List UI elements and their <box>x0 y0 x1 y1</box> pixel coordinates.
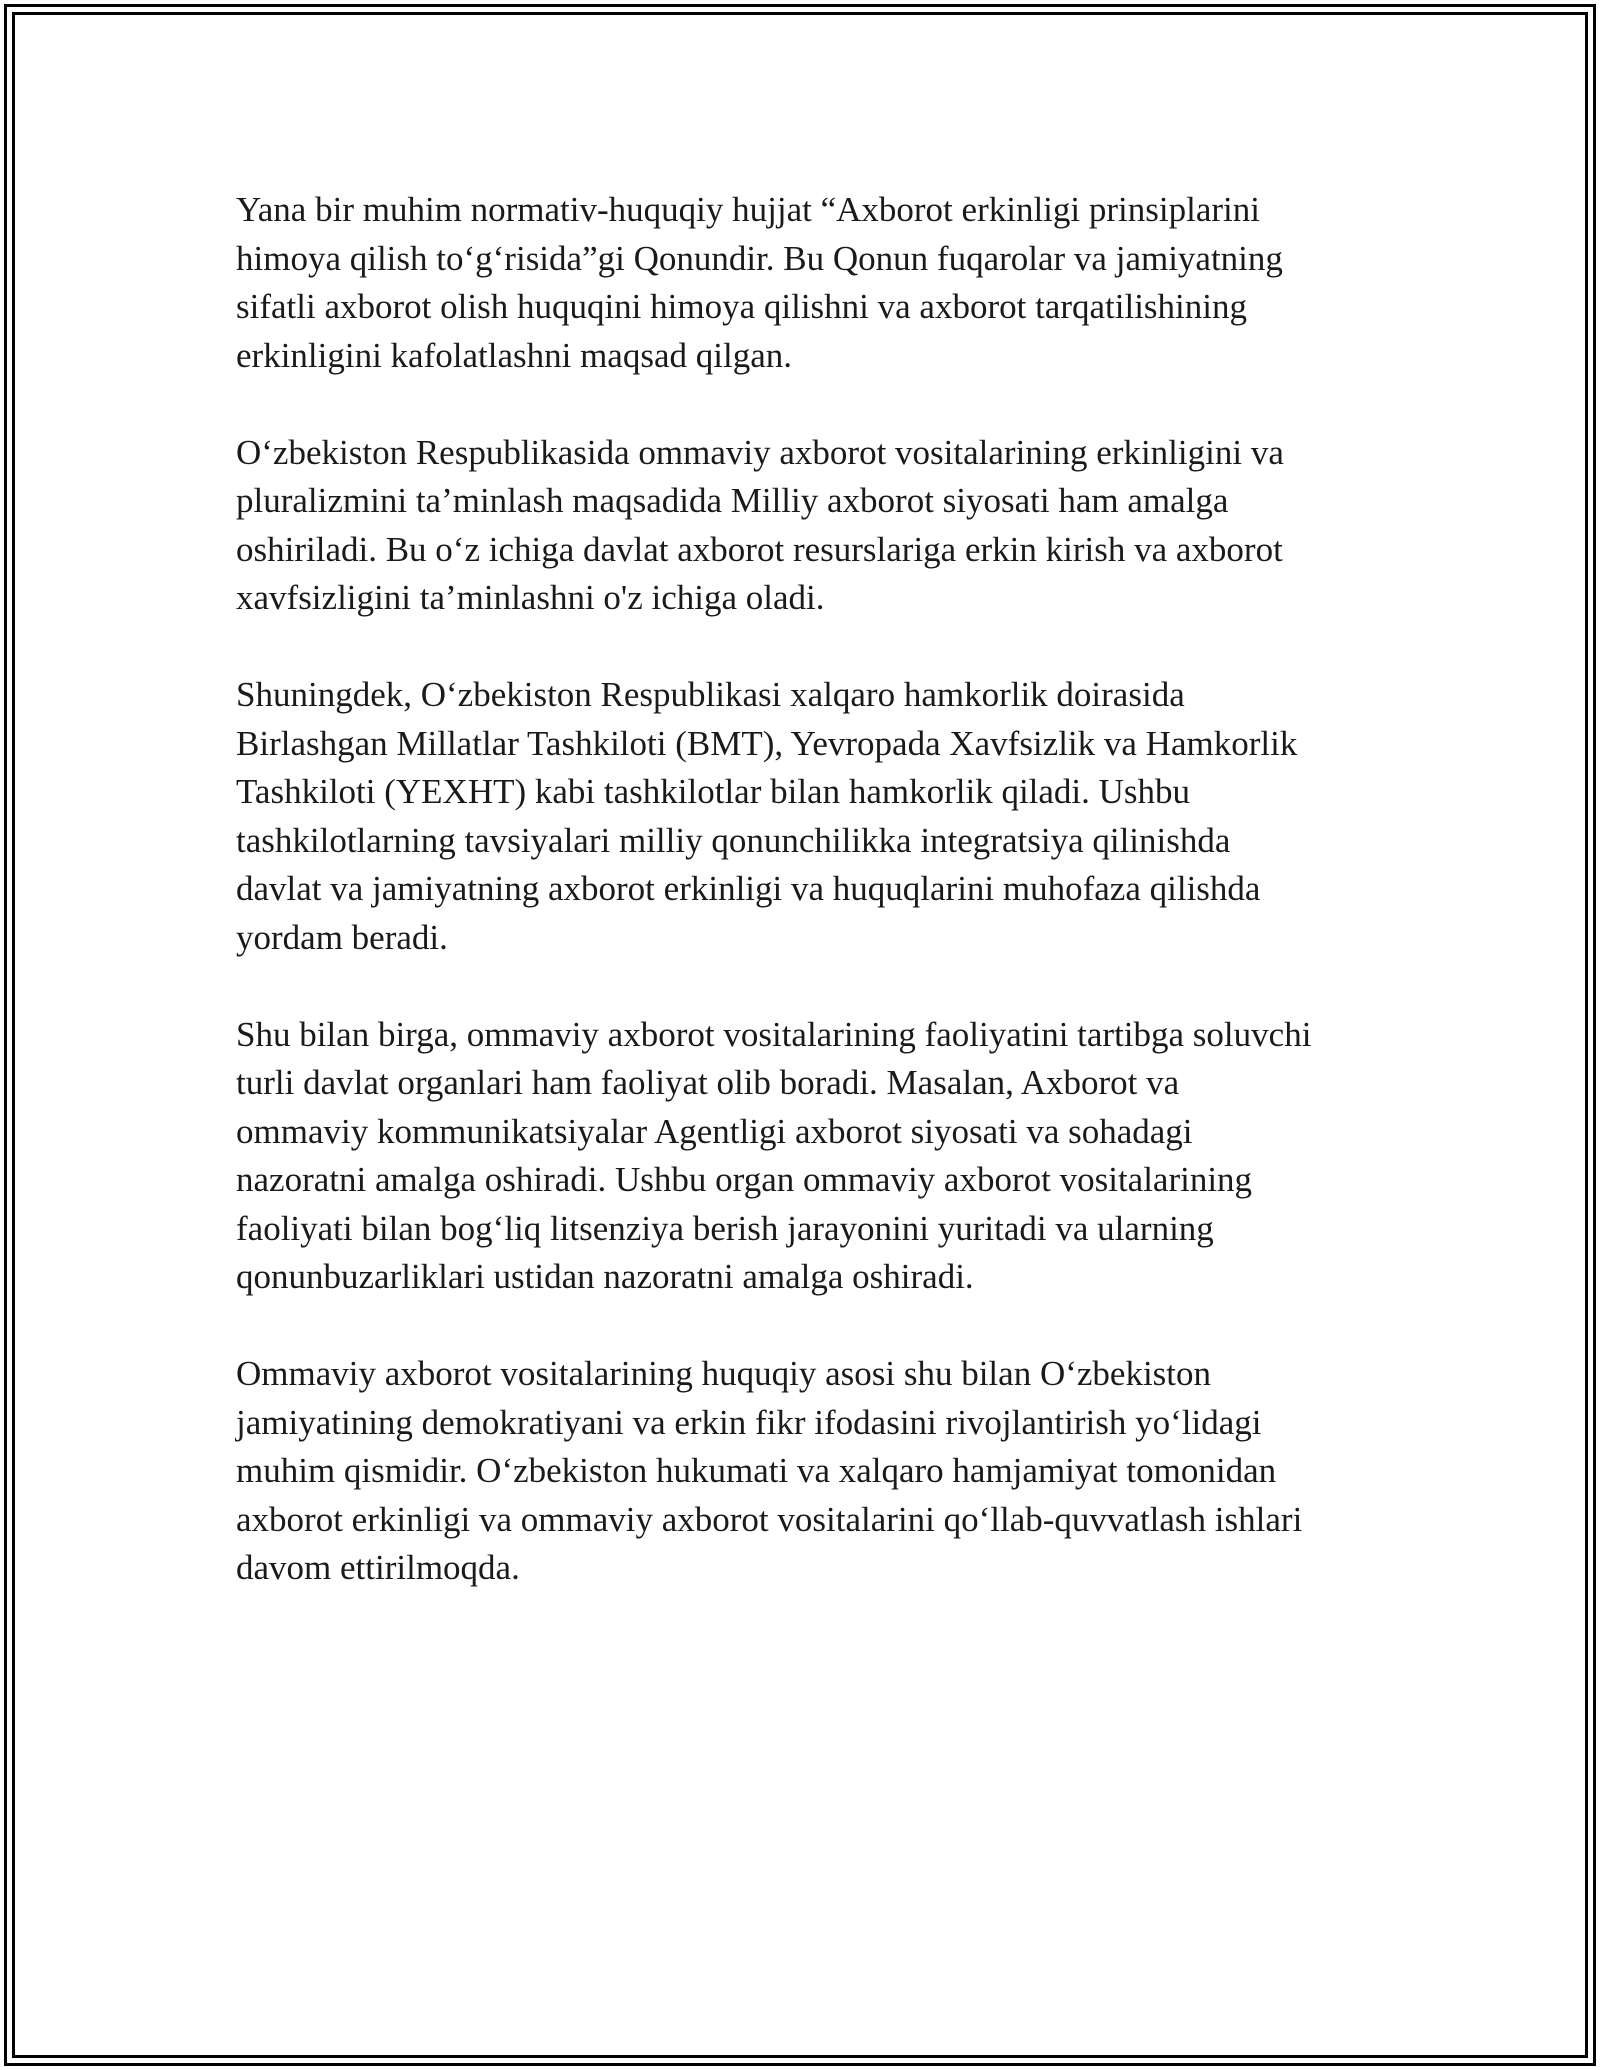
text-line: davlat va jamiyatning axborot erkinligi va huquqlarini muhofaza qilishda <box>236 869 1261 908</box>
text-line: davom ettirilmoqda. <box>236 1548 520 1587</box>
paragraph-4 <box>236 1011 1376 1302</box>
text-line: O‘zbekiston Respublikasida ommaviy axborot vositalarining erkinligini va <box>236 432 1284 472</box>
paragraph-1 <box>236 186 1376 380</box>
text-line: yordam beradi. <box>236 917 448 957</box>
text-line: qonunbuzarliklari ustidan nazoratni amalga oshiradi. <box>236 1257 974 1296</box>
text-line: Yana bir muhim normativ-huquqiy hujjat “Axborot erkinligi prinsiplarini <box>236 190 1260 229</box>
text-line: Birlashgan Millatlar Tashkiloti (BMT), Yevropada Xavfsizlik va Hamkorlik <box>236 723 1298 763</box>
text-line: sifatli axborot olish huquqini himoya qilishni va axborot tarqatilishining <box>236 287 1248 326</box>
text-line: nazoratni amalga oshiradi. Ushbu organ ommaviy axborot vositalarining <box>236 1160 1253 1199</box>
text-line: erkinligini kafolatlashni maqsad qilgan. <box>236 335 792 375</box>
text-line: turli davlat organlari ham faoliyat olib boradi. Masalan, Axborot va <box>236 1063 1180 1102</box>
text-line: Ommaviy axborot vositalarining huquqiy asosi shu bilan O‘zbekiston <box>236 1354 1212 1393</box>
text-line: ommaviy kommunikatsiyalar Agentligi axborot siyosati va sohadagi <box>236 1111 1193 1151</box>
text-line: axborot erkinligi va ommaviy axborot vositalarini qo‘llab-quvvatlash ishlari <box>236 1499 1303 1539</box>
text-line: oshiriladi. Bu o‘z ichiga davlat axborot resurslariga erkin kirish va axborot <box>236 529 1283 569</box>
text-line: jamiyatining demokratiyani va erkin fikr ifodasini rivojlantirish yo‘lidagi <box>236 1402 1262 1442</box>
text-line: xavfsizligini ta’minlashni o'z ichiga oladi. <box>236 578 825 617</box>
text-line: Shu bilan birga, ommaviy axborot vositalarining faoliyatini tartibga soluvchi <box>236 1014 1312 1054</box>
text-line: Shuningdek, O‘zbekiston Respublikasi xalqaro hamkorlik doirasida <box>236 675 1185 714</box>
paragraph-2 <box>236 429 1376 623</box>
document-body <box>236 186 1376 1641</box>
text-line: himoya qilish to‘g‘risida”gi Qonundir. Bu Qonun fuqarolar va jamiyatning <box>236 238 1283 278</box>
paragraph-5 <box>236 1350 1376 1593</box>
text-line: muhim qismidir. O‘zbekiston hukumati va xalqaro hamjamiyat tomonidan <box>236 1451 1277 1490</box>
paragraph-3 <box>236 671 1376 962</box>
text-line: Tashkiloti (YEXHT) kabi tashkilotlar bilan hamkorlik qiladi. Ushbu <box>236 772 1191 811</box>
text-line: faoliyati bilan bog‘liq litsenziya berish jarayonini yuritadi va ularning <box>236 1208 1214 1248</box>
text-line: tashkilotlarning tavsiyalari milliy qonunchilikka integratsiya qilinishda <box>236 820 1231 860</box>
text-line: pluralizmini ta’minlash maqsadida Milliy axborot siyosati ham amalga <box>236 481 1229 520</box>
